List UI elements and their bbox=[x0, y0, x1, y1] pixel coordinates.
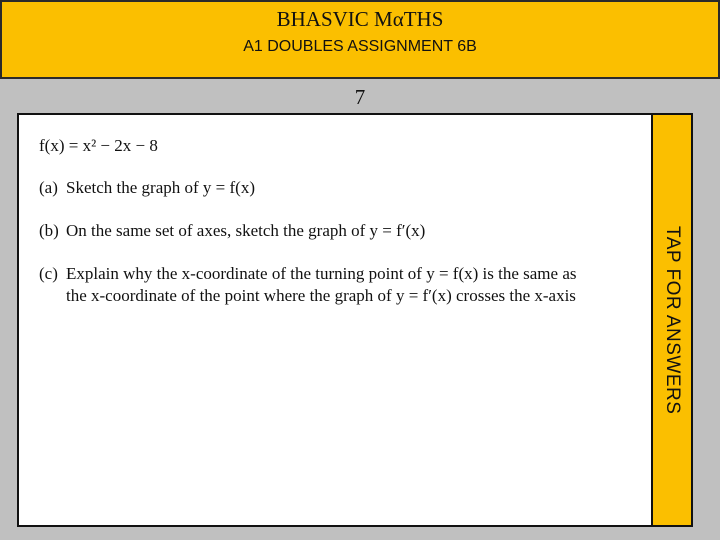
answers-button-label: TAP FOR ANSWERS bbox=[662, 225, 683, 415]
question-part-b bbox=[39, 220, 425, 242]
page-title: BHASVIC MαTHS bbox=[276, 7, 444, 31]
assignment-subtitle: A1 DOUBLES ASSIGNMENT 6B bbox=[243, 38, 477, 55]
part-text: On the same set of axes, sketch the graph of y = f′(x) bbox=[66, 221, 426, 240]
part-label: (b) bbox=[39, 221, 59, 240]
title-banner bbox=[0, 0, 720, 79]
tap-for-answers-button[interactable] bbox=[651, 113, 693, 527]
question-card bbox=[17, 113, 653, 527]
question-part-c bbox=[39, 263, 577, 305]
function-definition: f(x) = x² − 2x − 8 bbox=[39, 136, 158, 155]
question-part-a bbox=[39, 177, 255, 199]
part-text-continuation: the x-coordinate of the point where the graph of y = f′(x) crosses the x-axis bbox=[66, 286, 576, 305]
part-label: (a) bbox=[39, 178, 58, 197]
question-number: 7 bbox=[354, 85, 366, 109]
part-text: Explain why the x-coordinate of the turning point of y = f(x) is the same as bbox=[66, 264, 577, 283]
part-text: Sketch the graph of y = f(x) bbox=[66, 178, 255, 197]
part-label: (c) bbox=[39, 264, 58, 283]
